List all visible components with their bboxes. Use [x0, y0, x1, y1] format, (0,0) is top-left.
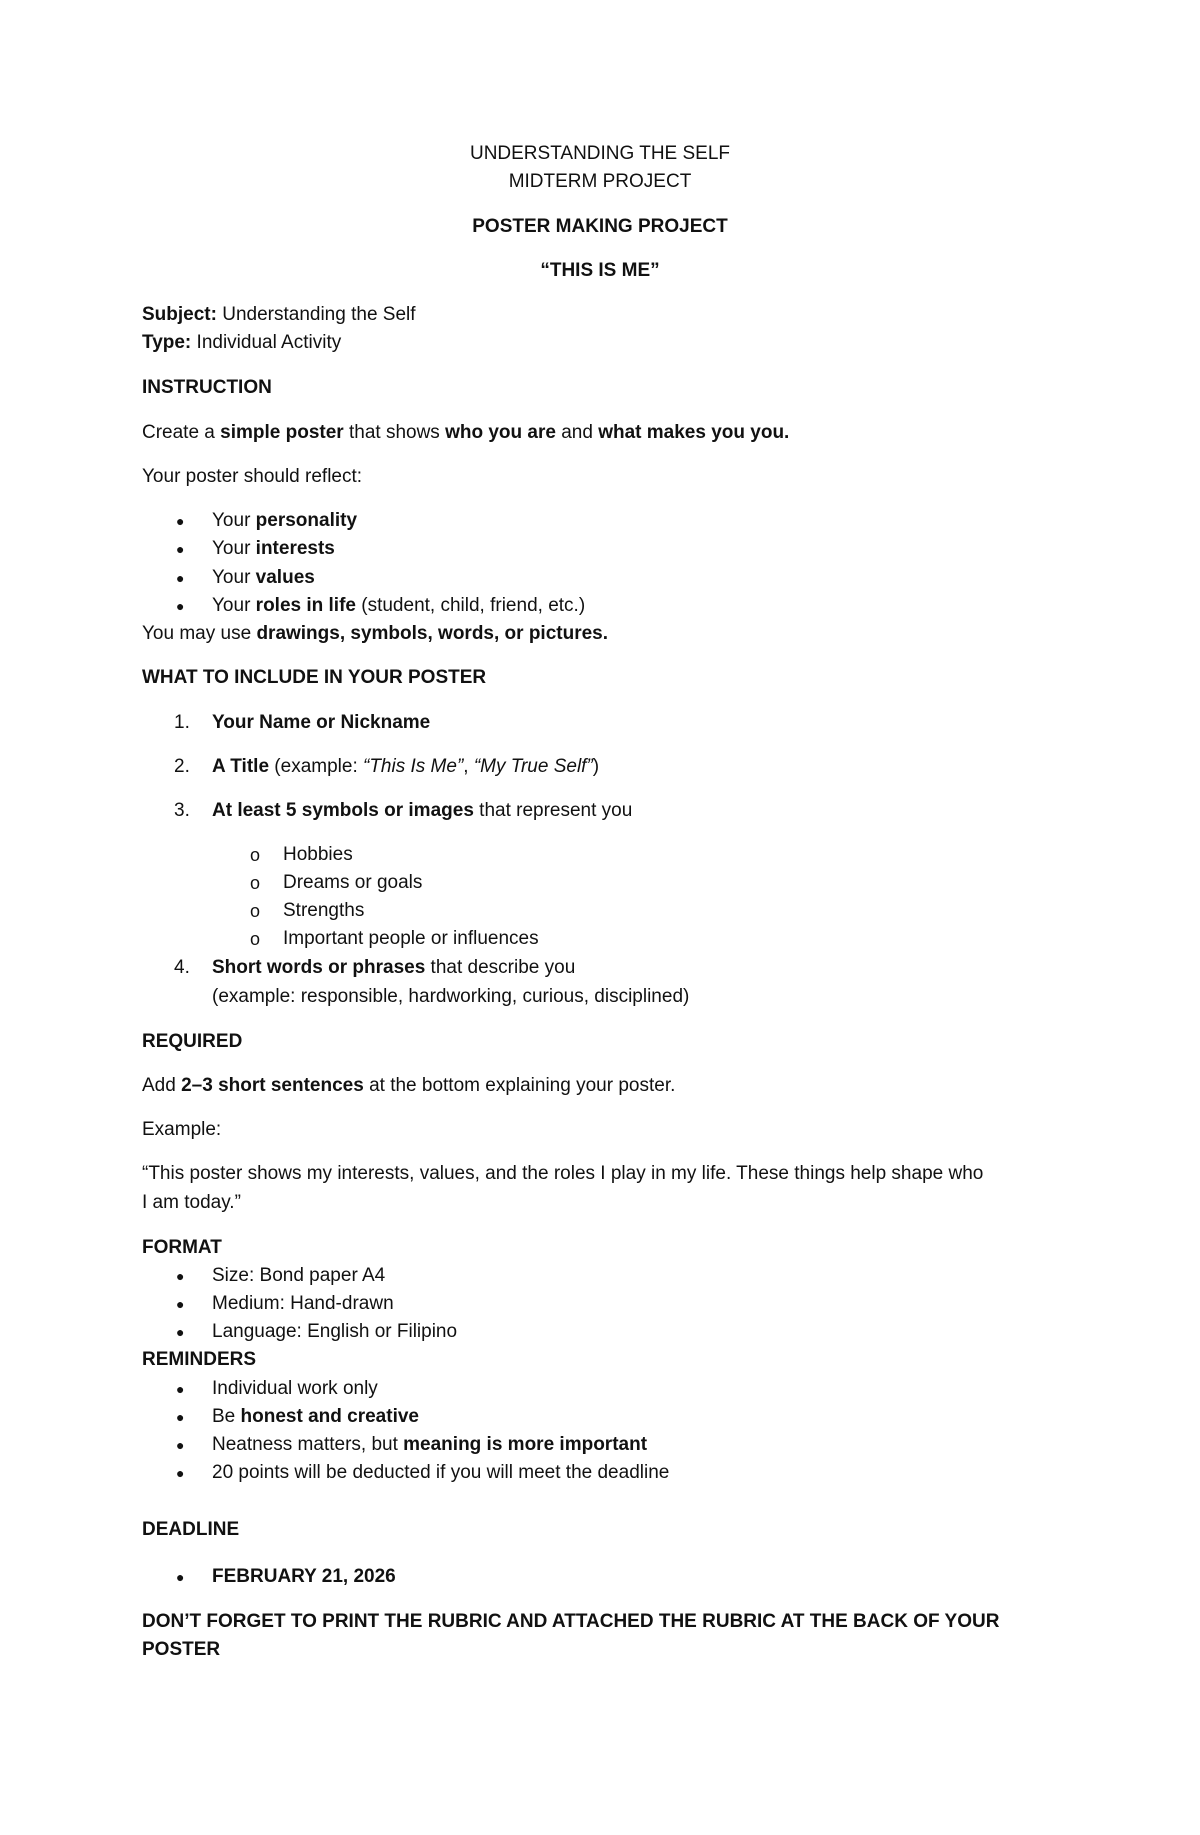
- header-line-2: MIDTERM PROJECT: [508, 171, 692, 192]
- example-quote-line-1: “This poster shows my interests, values, and the roles I play in my life. These things help shape who: [142, 1163, 984, 1184]
- example-quote-line-2: I am today.”: [142, 1192, 241, 1213]
- reminder-item: [212, 1433, 647, 1457]
- bullet-icon: ●: [176, 541, 185, 557]
- include-subitem: Hobbies: [283, 844, 353, 865]
- reminder-item: [212, 1405, 419, 1429]
- instruction-paragraph: [142, 421, 789, 445]
- text-run-bold: who you are: [445, 422, 556, 443]
- text-run: Your: [212, 510, 256, 531]
- footer-note-line-2: POSTER: [142, 1639, 221, 1660]
- include-item: [212, 755, 599, 779]
- text-run: Create a: [142, 422, 221, 443]
- text-run: Your: [212, 595, 256, 616]
- bullet-icon: ●: [176, 1465, 185, 1481]
- text-run-bold: simple poster: [220, 422, 344, 443]
- project-title: POSTER MAKING PROJECT: [472, 216, 728, 237]
- text-run-italic: “This Is Me”: [363, 756, 464, 777]
- required-heading: REQUIRED: [142, 1031, 243, 1052]
- type-label: Type:: [142, 332, 192, 353]
- circle-marker-icon: o: [250, 929, 261, 949]
- text-run-bold: meaning is more important: [403, 1434, 648, 1455]
- text-run-bold: At least 5 symbols or images: [212, 800, 474, 821]
- text-run: ,: [463, 756, 474, 777]
- reflect-item: [212, 509, 357, 533]
- include-item: Your Name or Nickname: [212, 712, 431, 733]
- reminder-item: [212, 1377, 378, 1401]
- reminders-heading: REMINDERS: [142, 1349, 257, 1370]
- text-run: that describe you: [425, 957, 576, 978]
- bullet-icon: ●: [176, 1437, 185, 1453]
- text-run-bold: honest and creative: [240, 1406, 419, 1427]
- text-run: ): [592, 756, 600, 777]
- bullet-icon: ●: [176, 1569, 185, 1585]
- list-number: 4.: [174, 957, 190, 978]
- text-run: (example:: [269, 756, 363, 777]
- format-item: Medium: Hand-drawn: [212, 1293, 394, 1314]
- bullet-icon: ●: [176, 513, 185, 529]
- subject-value: Understanding the Self: [216, 304, 416, 325]
- text-run: and: [555, 422, 599, 443]
- bullet-icon: ●: [176, 1409, 185, 1425]
- include-subitem: Important people or influences: [283, 928, 539, 949]
- text-run: Individual work only: [212, 1378, 378, 1399]
- include-subitem: Strengths: [283, 900, 365, 921]
- circle-marker-icon: o: [250, 901, 261, 921]
- text-run: that shows: [343, 422, 446, 443]
- subject-line: [142, 303, 416, 327]
- bullet-icon: ●: [176, 598, 185, 614]
- subject-label: Subject:: [142, 304, 217, 325]
- include-subitem: Dreams or goals: [283, 872, 423, 893]
- text-run-bold: roles in life: [255, 595, 356, 616]
- text-run: that represent you: [473, 800, 633, 821]
- footer-note-line-1: DON’T FORGET TO PRINT THE RUBRIC AND ATTACHED THE RUBRIC AT THE BACK OF YOUR: [142, 1611, 1000, 1632]
- circle-marker-icon: o: [250, 845, 261, 865]
- text-run-bold: 2–3 short sentences: [181, 1075, 364, 1096]
- include-item: [212, 956, 575, 980]
- deadline-heading: DEADLINE: [142, 1519, 240, 1540]
- bullet-icon: ●: [176, 1296, 185, 1312]
- include-item: [212, 799, 632, 823]
- text-run: Add: [142, 1075, 182, 1096]
- text-run-bold: A Title: [212, 756, 270, 777]
- text-run: at the bottom explaining your poster.: [363, 1075, 676, 1096]
- format-item: Size: Bond paper A4: [212, 1265, 386, 1286]
- text-run-bold: Short words or phrases: [212, 957, 426, 978]
- example-label: Example:: [142, 1119, 222, 1140]
- text-run: Your: [212, 538, 256, 559]
- required-paragraph: [142, 1074, 675, 1098]
- reflect-item: [212, 537, 335, 561]
- type-line: [142, 331, 341, 355]
- text-run: You may use: [142, 623, 257, 644]
- text-run-bold: drawings, symbols, words, or pictures.: [256, 623, 609, 644]
- text-run: 20 points will be deducted if you will meet the deadline: [212, 1462, 670, 1483]
- text-run-bold: interests: [255, 538, 335, 559]
- list-number: 1.: [174, 712, 190, 733]
- text-run: (student, child, friend, etc.): [355, 595, 586, 616]
- text-run: Be: [212, 1406, 241, 1427]
- text-run-italic: “My True Self”: [473, 756, 593, 777]
- format-heading: FORMAT: [142, 1237, 222, 1258]
- include-heading: WHAT TO INCLUDE IN YOUR POSTER: [142, 667, 487, 688]
- instruction-heading: INSTRUCTION: [142, 377, 272, 398]
- circle-marker-icon: o: [250, 873, 261, 893]
- bullet-icon: ●: [176, 1324, 185, 1340]
- include-item-example: (example: responsible, hardworking, curious, disciplined): [212, 986, 690, 1007]
- text-run: Your: [212, 567, 256, 588]
- text-run: Neatness matters, but: [212, 1434, 404, 1455]
- reflect-item: [212, 566, 315, 590]
- bullet-icon: ●: [176, 1268, 185, 1284]
- header-line-1: UNDERSTANDING THE SELF: [469, 143, 731, 164]
- list-number: 3.: [174, 800, 190, 821]
- text-run-bold: personality: [255, 510, 358, 531]
- reminder-item: [212, 1461, 669, 1485]
- project-subtitle: “THIS IS ME”: [540, 260, 660, 281]
- bullet-icon: ●: [176, 570, 185, 586]
- type-value: Individual Activity: [191, 332, 342, 353]
- bullet-icon: ●: [176, 1381, 185, 1397]
- deadline-date: FEBRUARY 21, 2026: [212, 1566, 396, 1587]
- reflect-item: [212, 594, 585, 618]
- text-run-bold: what makes you you.: [598, 422, 790, 443]
- format-item: Language: English or Filipino: [212, 1321, 458, 1342]
- reflect-paragraph: Your poster should reflect:: [142, 466, 363, 487]
- text-run-bold: values: [255, 567, 315, 588]
- list-number: 2.: [174, 756, 190, 777]
- media-paragraph: [142, 622, 608, 646]
